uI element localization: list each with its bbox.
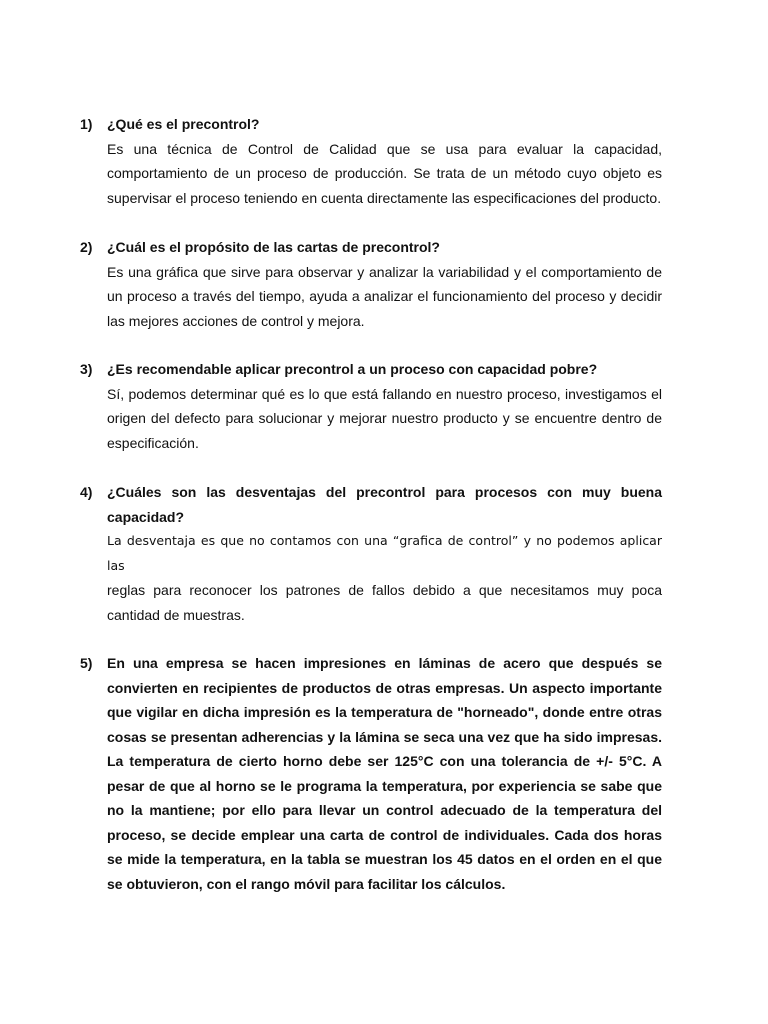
question-text: ¿Es recomendable aplicar precontrol a un proceso con capacidad pobre? [107, 361, 598, 377]
item-number: 5) [80, 655, 93, 671]
question-text: ¿Qué es el precontrol? [107, 116, 260, 132]
question-item-2 [80, 235, 662, 333]
question-item-4 [80, 480, 662, 627]
question-text: ¿Cuál es el propósito de las cartas de precontrol? [107, 239, 440, 255]
question-item-1 [80, 112, 662, 210]
answer-text-part-1: La desventaja es que no contamos con una “grafica de control” y no podemos aplicar las [107, 533, 662, 573]
question-item-3 [80, 357, 662, 455]
problem-statement: En una empresa se hacen impresiones en láminas de acero que después se convierten en recipientes de productos de otras empresas. Un aspecto importante que vigilar en dicha impresión es la temperatura de "horneado", donde entre otras cosas se presentan adherencias y la lámina se seca una vez que ha sido impresas. La temperatura de cierto horno debe ser 125°C con una tolerancia de +/- 5°C. A pesar de que al horno se le programa la temperatura, por experiencia se sabe que no la mantiene; por ello para llevar un control adecuado de la temperatura del proceso, se decide emplear una carta de control de individuales. Cada dos horas se mide la temperatura, en la tabla se muestran los 45 datos en el orden en el que se obtuvieron, con el rango móvil para facilitar los cálculos. [107, 655, 662, 892]
item-body [107, 112, 662, 210]
problem-item-5 [80, 651, 662, 896]
answer-text: Sí, podemos determinar qué es lo que está fallando en nuestro proceso, investigamos el origen del defecto para solucionar y mejorar nuestro producto y se encuentre dentro de especificación. [107, 385, 662, 451]
item-body [107, 357, 662, 455]
item-number: 4) [80, 484, 93, 500]
answer-text-part-2: reglas para reconocer los patrones de fallos debido a que necesitamos muy poca cantidad de muestras. [107, 582, 662, 623]
item-body [107, 235, 662, 333]
item-number: 1) [80, 116, 93, 132]
item-number: 2) [80, 239, 93, 255]
answer-text: Es una técnica de Control de Calidad que se usa para evaluar la capacidad, comportamiento de un proceso de producción. Se trata de un método cuyo objeto es supervisar el proceso teniendo en cuenta directamente las especificaciones del producto. [107, 140, 662, 206]
item-body [107, 651, 662, 896]
item-body [107, 480, 662, 627]
question-text: ¿Cuáles son las desventajas del precontrol para procesos con muy buena capacidad? [107, 484, 662, 525]
answer-text: Es una gráfica que sirve para observar y analizar la variabilidad y el comportamiento de un proceso a través del tiempo, ayuda a analizar el funcionamiento del proceso y decidir las mejores acciones de control y mejora. [107, 263, 662, 329]
item-number: 3) [80, 361, 93, 377]
